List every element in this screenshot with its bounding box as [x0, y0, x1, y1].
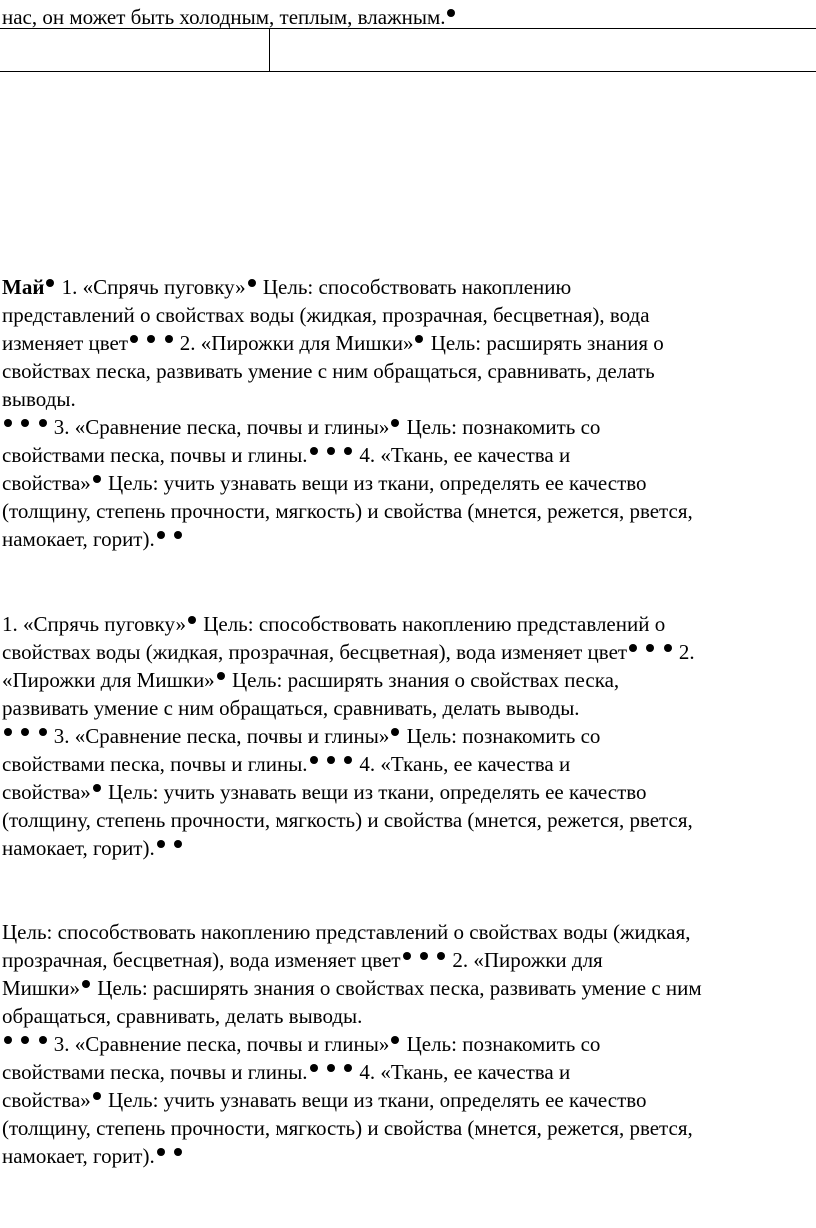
text-run: Мишки» — [2, 976, 81, 1000]
bullet-dot-icon — [344, 1064, 352, 1072]
text-run: Цель: познакомить со — [401, 724, 601, 748]
bullet-dot-icon — [157, 840, 165, 848]
bullet-dot-icon — [157, 1148, 165, 1156]
bullet-dot-icon — [4, 419, 12, 427]
bullet-dot-icon — [4, 1036, 12, 1044]
text-run: обращаться, сравнивать, делать выводы. — [2, 1004, 363, 1028]
top-text-line — [2, 3, 814, 31]
text-run: свойствами песка, почвы и глины. — [2, 443, 308, 467]
text-run: 2. — [673, 640, 695, 664]
text-run: свойства» — [2, 471, 91, 495]
text-run: развивать умение с ним обращаться, сравнивать, делать выводы. — [2, 696, 580, 720]
bullet-dot-icon — [174, 840, 182, 848]
bullet-dot-icon — [93, 475, 101, 483]
bullet-dot-icon — [415, 335, 423, 343]
bullet-dot-icon — [391, 419, 399, 427]
text-run: 2. «Пирожки для — [447, 948, 603, 972]
text-run: Цель: учить узнавать вещи из ткани, определять ее качество — [102, 1088, 647, 1112]
text-run: 2. «Пирожки для Мишки» — [174, 331, 414, 355]
bullet-dot-icon — [217, 672, 225, 680]
text-run: (толщину, степень прочности, мягкость) и свойства (мнется, режется, рвется, — [2, 808, 693, 832]
bullet-dot-icon — [310, 447, 318, 455]
bullet-dot-icon — [174, 1148, 182, 1156]
text-run: изменяет цвет — [2, 331, 129, 355]
paragraph-repeat-1 — [2, 610, 814, 862]
bullet-dot-icon — [21, 1036, 29, 1044]
text-run: намокает, горит). — [2, 836, 155, 860]
bullet-dot-icon — [391, 728, 399, 736]
bullet-dot-icon — [21, 728, 29, 736]
text-run: свойствами песка, почвы и глины. — [2, 752, 308, 776]
text-run: свойствами песка, почвы и глины. — [2, 1060, 308, 1084]
bullet-dot-icon — [344, 756, 352, 764]
bullet-dot-icon — [327, 1064, 335, 1072]
bullet-dot-icon — [21, 419, 29, 427]
top-text: нас, он может быть холодным, теплым, влажным. — [2, 5, 446, 29]
bullet-dot-icon — [447, 9, 455, 17]
text-run: (толщину, степень прочности, мягкость) и свойства (мнется, режется, рвется, — [2, 499, 693, 523]
text-run: представлений о свойствах воды (жидкая, прозрачная, бесцветная), вода — [2, 303, 650, 327]
bullet-dot-icon — [248, 279, 256, 287]
text-run: Цель: учить узнавать вещи из ткани, определять ее качество — [102, 471, 647, 495]
text-run: Цель: расширять знания о свойствах песка, — [226, 668, 620, 692]
bullet-dot-icon — [437, 952, 445, 960]
bullet-dot-icon — [39, 419, 47, 427]
text-run: Цель: учить узнавать вещи из ткани, определять ее качество — [102, 780, 647, 804]
bullet-dot-icon — [157, 531, 165, 539]
paragraph-repeat-2 — [2, 918, 814, 1170]
text-run: свойства» — [2, 1088, 91, 1112]
text-run: 4. «Ткань, ее качества и — [354, 443, 571, 467]
text-run: «Пирожки для Мишки» — [2, 668, 215, 692]
text-run: свойства» — [2, 780, 91, 804]
bullet-dot-icon — [391, 1036, 399, 1044]
bullet-dot-icon — [327, 756, 335, 764]
text-run: 4. «Ткань, ее качества и — [354, 1060, 571, 1084]
bullet-dot-icon — [646, 644, 654, 652]
bullet-dot-icon — [147, 335, 155, 343]
text-run: 4. «Ткань, ее качества и — [354, 752, 571, 776]
bullet-dot-icon — [174, 531, 182, 539]
bullet-dot-icon — [310, 756, 318, 764]
bullet-dot-icon — [82, 980, 90, 988]
text-run: Цель: способствовать накоплению представлений о свойствах воды (жидкая, — [2, 920, 691, 944]
bullet-dot-icon — [46, 279, 54, 287]
text-run: 3. «Сравнение песка, почвы и глины» — [48, 1032, 390, 1056]
text-run: Цель: способствовать накоплению представлений о — [197, 612, 666, 636]
bullet-dot-icon — [93, 784, 101, 792]
text-run: Цель: познакомить со — [401, 415, 601, 439]
empty-table-row — [0, 28, 816, 72]
text-run: намокает, горит). — [2, 1144, 155, 1168]
bullet-dot-icon — [188, 616, 196, 624]
bullet-dot-icon — [327, 447, 335, 455]
bullet-dot-icon — [39, 1036, 47, 1044]
bullet-dot-icon — [4, 728, 12, 736]
bullet-dot-icon — [310, 1064, 318, 1072]
table-cell-divider — [269, 29, 270, 71]
text-run: Цель: расширять знания о свойствах песка, развивать умение с ним — [92, 976, 702, 1000]
bullet-dot-icon — [344, 447, 352, 455]
text-run: намокает, горит). — [2, 527, 155, 551]
text-run: 1. «Спрячь пуговку» — [2, 612, 186, 636]
text-run: Цель: познакомить со — [401, 1032, 601, 1056]
month-label: Май — [2, 275, 45, 299]
bullet-dot-icon — [403, 952, 411, 960]
text-run: 3. «Сравнение песка, почвы и глины» — [48, 415, 390, 439]
text-run: (толщину, степень прочности, мягкость) и свойства (мнется, режется, рвется, — [2, 1116, 693, 1140]
text-run: 3. «Сравнение песка, почвы и глины» — [48, 724, 390, 748]
text-run: 1. «Спрячь пуговку» — [56, 275, 246, 299]
bullet-dot-icon — [39, 728, 47, 736]
bullet-dot-icon — [664, 644, 672, 652]
bullet-dot-icon — [165, 335, 173, 343]
paragraph-may-plan — [2, 273, 814, 553]
bullet-dot-icon — [420, 952, 428, 960]
text-run: свойствах песка, развивать умение с ним обращаться, сравнивать, делать — [2, 359, 655, 383]
bullet-dot-icon — [629, 644, 637, 652]
text-run: свойствах воды (жидкая, прозрачная, бесцветная), вода изменяет цвет — [2, 640, 628, 664]
bullet-dot-icon — [130, 335, 138, 343]
text-run: выводы. — [2, 387, 76, 411]
text-run: прозрачная, бесцветная), вода изменяет цвет — [2, 948, 401, 972]
bullet-dot-icon — [93, 1092, 101, 1100]
text-run: Цель: расширять знания о — [425, 331, 664, 355]
text-run: Цель: способствовать накоплению — [257, 275, 572, 299]
